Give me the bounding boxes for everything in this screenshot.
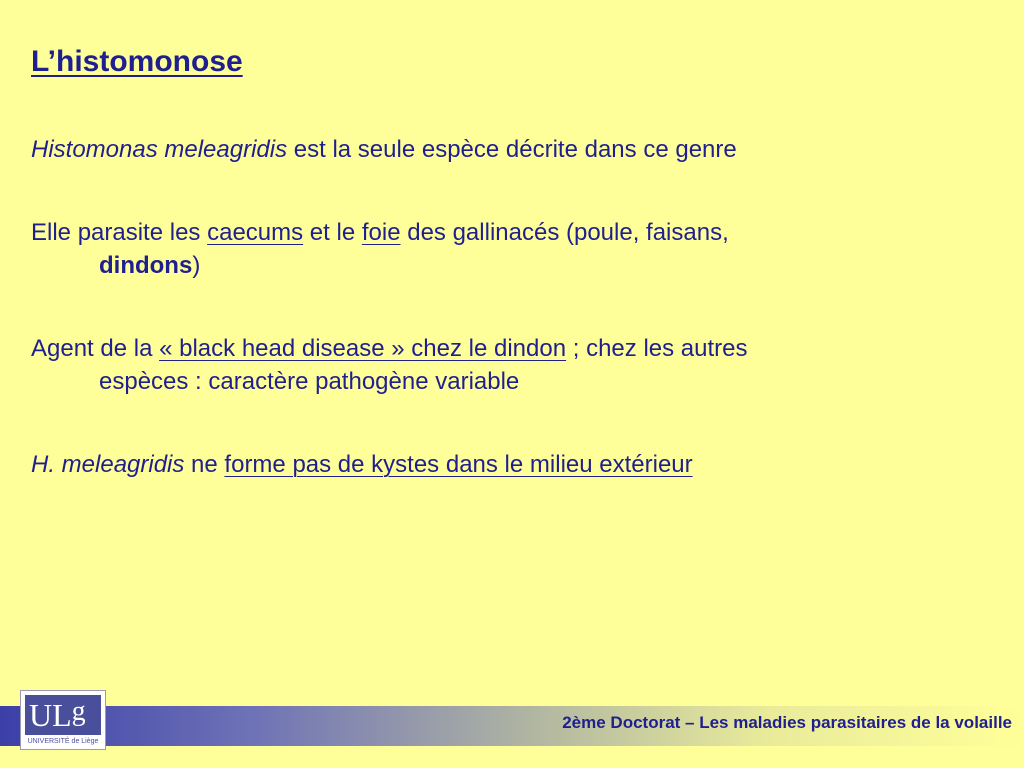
paragraph-text: est la seule espèce décrite dans ce genre bbox=[287, 136, 737, 163]
logo-subtitle: UNIVERSITÉ de Liège bbox=[27, 738, 99, 745]
cysts-link[interactable]: forme pas de kystes dans le milieu extérieur bbox=[224, 451, 693, 478]
logo-letter-g: g bbox=[71, 696, 86, 727]
footer-text: 2ème Doctorat – Les maladies parasitaires de la volaille bbox=[562, 713, 1012, 732]
paragraph-continuation bbox=[31, 249, 931, 282]
black-head-disease-link[interactable]: « black head disease » chez le dindon bbox=[159, 335, 567, 362]
paragraph-continuation: espèces : caractère pathogène variable bbox=[99, 368, 520, 395]
paragraph-text: Elle parasite les bbox=[31, 219, 208, 246]
paragraph-hosts bbox=[31, 216, 931, 282]
paragraph-text: des gallinacés (poule, faisans, bbox=[400, 219, 729, 246]
caecums-link[interactable]: caecums bbox=[207, 219, 304, 246]
species-name: Histomonas meleagridis bbox=[31, 136, 288, 163]
logo-letters: UL bbox=[29, 697, 72, 733]
dindons-bold: dindons bbox=[99, 252, 193, 279]
foie-link[interactable]: foie bbox=[361, 219, 401, 246]
ulg-logo bbox=[20, 690, 106, 750]
paragraph-text: ; chez les autres bbox=[566, 335, 748, 362]
paragraph-text: et le bbox=[303, 219, 362, 246]
paragraph-text: ) bbox=[192, 252, 201, 279]
paragraph-text: ne bbox=[184, 451, 225, 478]
paragraph-agent bbox=[31, 332, 931, 398]
paragraph-text: Agent de la bbox=[31, 335, 160, 362]
species-name-short: H. meleagridis bbox=[31, 451, 185, 478]
paragraph-species bbox=[31, 133, 931, 166]
slide-title: L’histomonose bbox=[31, 45, 243, 78]
paragraph-cysts bbox=[31, 448, 931, 481]
logo-mark bbox=[25, 695, 101, 735]
